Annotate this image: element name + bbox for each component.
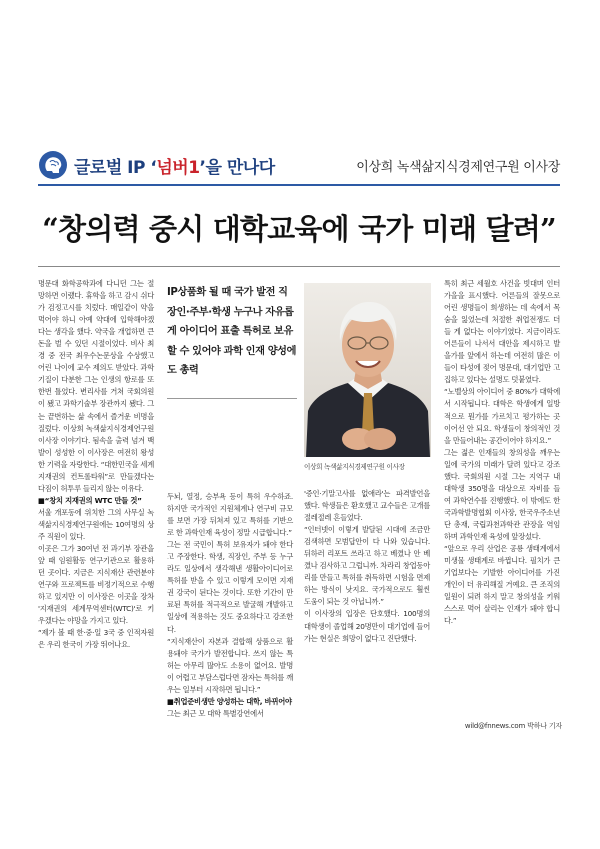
series-header	[38, 147, 560, 183]
paragraph: “앞으로 우리 산업은 공룡 생태계에서 미생물 생태계로 바뀝니다. 필치가 큰 기업보다는 기발한 아이디어를 가진 개인이 더 유리해질 거예요. 큰 조직의 일원이 되려 하지 말고 창의성을 키워 스스로 먹어 살리는 인재가 돼야 합니다.”	[444, 544, 560, 626]
paragraph: 이 이사장의 입장은 단호했다. 100명의 대학생이 졸업해 20명만이 대기업에 들어가는 현실은 희망이 없다고 진단했다.	[304, 609, 430, 643]
header-divider	[38, 184, 560, 186]
paragraph: 그는 최근 모 대학 특별강연에서	[167, 708, 264, 718]
paragraph: 특히 최근 세월호 사건을 빗대며 인터가을을 표시했다. 어른들의 잘못으로 어린 생명들이 희생하는 데 속에서 목숨을 잃었는데 처절한 취업전쟁도 더들 게 없다는 이야기였다. 지금이라도 어른들이 나서서 대안을 제시하고 발을가를 앞에서 하는데 여전히 많은 이들이 타성에 젖어 명문대, 대기업만 고집하고 있다는 설명도 덧붙였다.	[444, 279, 560, 385]
paragraph: “인터넷이 이렇게 발달된 시대에 조금만 검색하면 모범답안이 다 나와 있습니다. 뒤하러 리포트 쓰라고 하고 베꼈나 안 베꼈나 검사하고 그럽니까. 차라리 창업동아리를 만들고 특허를 취득하면 시험을 면제하는 방식이 낫지요. 국가적으로도 훨씬 도움이 되는 것 아닙니까.”	[304, 525, 430, 607]
paragraph: “노벨상의 아이디어 중 80%가 대학에서 시작됩니다. 대학은 학생에게 일방적으로 뭔가를 가르치고 평가하는 곳이어선 안 되요. 학생들이 창의적인 것을 만들어내는 공간이어야 하지요.”	[444, 387, 560, 445]
paragraph: 서울 개포동에 위치한 그의 사무실 녹색삶지식경제연구원에는 10여명의 상주 직원이 있다.	[38, 507, 154, 541]
paragraph: '증인·기말고사를 없애라'는 파격발언을 했다. 학생들은 환호했고 교수들은 고개를 절레절레 흔들었다.	[304, 489, 430, 523]
body-column-2	[167, 491, 293, 718]
paragraph: 그는 젊은 인재들의 창의성을 깨우는 일에 국가의 미래가 달려 있다고 강조했다. 국회의원 시절 그는 지역구 내 대학생 350명을 대상으로 자비를 들여 과학연수를 진행했다. 이 밖에도 한국과학발명협회 이사장, 한국우주소년단 총재, 국립과천과학관 관장을 역임하며 과학인재 육성에 앞장섰다.	[444, 447, 560, 541]
subheading: ■취업준비생만 양성하는 대학, 바뀌어야	[167, 696, 292, 706]
headline: “창의력 중시 대학교육에 국가 미래 달려”	[42, 212, 556, 246]
byline: wild@fnnews.com 박하나 기자	[464, 722, 562, 730]
photo-caption: 이상희 녹색삶지식경제연구원 이사장	[304, 463, 405, 471]
brain-head-icon	[38, 150, 68, 180]
headline-divider	[38, 266, 560, 267]
paragraph: “지식재산이 자본과 결합해 상품으로 활용돼야 국가가 발전합니다. 쓰지 않는 특허는 아무리 많아도 소용이 없어요. 발명이 어렵고 부담스럽다면 잠자는 특허를 깨우는 일부터 시작하면 됩니다.”	[167, 636, 293, 694]
paragraph: 명문대 화학공학과에 다니던 그는 절망하면 이랬다. 휴학을 하고 감시 쉬다가 검정고시를 치렀다. 매일같이 약을 먹어야 하니 아예 약대에 입학해야겠다는 생각을 했다. 약국을 개업하면 큰돈을 벌 수 있던 시절이었다. 비사 최경 중 전국 최우수논문상을 수상했고 어린 나이에 교수 제의도 받았다. 과학 기질이 다분한 그는 인생의 항로를 또 한번 틀었다. 변리사를 거쳐 국회의원이 됐고 과학기술부 장관까지 됐다. 그는 끝번하는 삶 속에서 즐거운 비명을 질렀다. 이상희 녹색삶지식경제연구원 이사장 이야기다. 됨속을 출력 넘겨 백발이 성성한 이 이사장은 여전히 왕성한 기력을 자랑한다. “대한민국을 세계 지재권의 컨트롤타워”로 만들겠다는 다짐이 허투루 들리지 않는 이유다.	[38, 279, 154, 493]
series-title: 글로벌 IP ‘넘버1’을 만나다	[74, 157, 275, 178]
paragraph: “제가 볼 때 한·중·일 3국 중 인적자원은 우리 한국이 가장 뛰어나요.	[38, 628, 154, 650]
portrait-photo	[304, 283, 431, 457]
body-column-3	[304, 488, 430, 748]
body-column-4	[444, 278, 560, 716]
subheading: ■“창치 지재권의 WTC 만들 것”	[38, 495, 142, 505]
body-column-1	[38, 278, 154, 748]
article-deck: IP상품화 될 때 국가 발전 직장인·주부·학생 누구나 자유롭게 아이디어 표출 특허로 보유할 수 있어야 과학 인재 양성에도 총력	[167, 287, 297, 377]
deck-divider	[167, 398, 297, 399]
interviewee-name: 이상희 녹색삶지식경제연구원 이사장	[356, 159, 560, 175]
paragraph: 두뇌, 열정, 승부욕 등이 특허 우수하죠. 하지만 국가적인 지원체계나 연구비 규모를 보면 가장 뒤쳐져 있고 특허를 기반으로 한 과학인재 육성이 정말 시급합니다.”	[167, 492, 293, 538]
paragraph: 이곳은 그가 30여년 전 과기부 장관을 앞 때 임원활동 연구기관으로 활용하던 곳이다. 지금은 지식재산 관련분야 연구와 프로젝트를 비정기적으로 수행하고 있지만 이 이사장은 이곳을 장차 '지재권의 세계무역센터(WTC)'로 키우겠다는 야망을 가지고 있다.	[38, 544, 154, 626]
paragraph: 그는 전 국민이 특허 보유자가 돼야 한다고 주장한다. 학생, 직장인, 주부 등 누구라도 일상에서 생각해낸 생활아이디어로 특허를 받을 수 있고 이렇게 모이면 지재권 강국이 된다는 것이다. 또한 기간이 만료된 특허를 적극적으로 발굴해 개발하고 일상에 적용하는 것도 중요하다고 강조한다.	[167, 540, 293, 634]
